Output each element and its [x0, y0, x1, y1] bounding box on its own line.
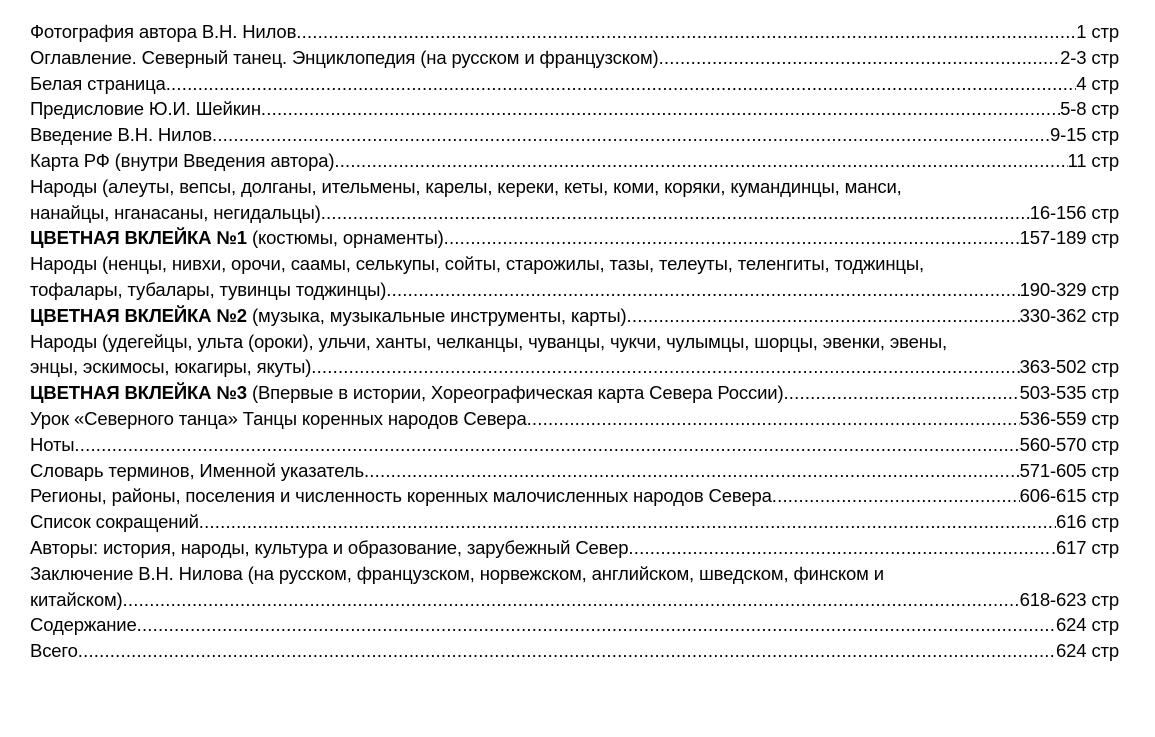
toc-entry: [30, 432, 1119, 458]
toc-entry-page: 363-502 стр: [1019, 356, 1119, 378]
toc-entry-line: [30, 406, 1119, 432]
toc-entry-title: [30, 612, 137, 638]
toc-entry: [30, 380, 1119, 406]
dot-leader: [628, 535, 1051, 561]
toc-entry-line: [30, 200, 1119, 226]
toc-entry-line: [30, 483, 1119, 509]
dot-leader: [659, 45, 1061, 71]
toc-entry: [30, 612, 1119, 638]
toc-entry: [30, 122, 1119, 148]
toc-entry-bold-label: ЦВЕТНАЯ ВКЛЕЙКА №1: [30, 227, 247, 249]
toc-entry-page: 4 стр: [1076, 72, 1119, 94]
toc-entry-page: 616 стр: [1056, 511, 1119, 533]
dot-leader: [261, 96, 1060, 122]
dot-leader: [123, 587, 1020, 613]
toc-entry: [30, 458, 1119, 484]
toc-entry-line: [30, 71, 1119, 97]
toc-entry-page: 2-3 стр: [1060, 46, 1119, 68]
toc-entry-page: 571-605 стр: [1019, 459, 1119, 481]
toc-entry-title-text: нанайцы, нганасаны, негидальцы): [30, 201, 321, 223]
toc-entry-first-line: Заключение В.Н. Нилова (на русском, французском, норвежском, английском, шведском, финском и: [30, 562, 884, 584]
toc-entry-title-text: китайском): [30, 588, 123, 610]
table-of-contents: [30, 19, 1119, 664]
toc-entry-title: [30, 509, 199, 535]
toc-entry: [30, 535, 1119, 561]
toc-entry-title: [30, 148, 334, 174]
toc-entry: [30, 225, 1119, 251]
toc-entry-title: [30, 303, 627, 329]
dot-leader: [296, 19, 1076, 45]
toc-entry-line: [30, 638, 1119, 664]
toc-entry-page: 1 стр: [1076, 21, 1119, 42]
toc-entry-page: 157-189 стр: [1019, 227, 1119, 249]
toc-entry-line: [30, 303, 1119, 329]
toc-entry-title: [30, 432, 74, 458]
dot-leader: [74, 432, 1019, 458]
toc-entry-line: [30, 535, 1119, 561]
toc-entry-title: [30, 277, 386, 303]
dot-leader: [444, 225, 1020, 251]
dot-leader: [321, 200, 1030, 226]
toc-entry: [30, 96, 1119, 122]
toc-entry-bold-label: ЦВЕТНАЯ ВКЛЕЙКА №2: [30, 304, 247, 326]
toc-entry-title: [30, 122, 212, 148]
toc-entry-page: 190-329 стр: [1019, 278, 1119, 300]
toc-entry: [30, 561, 1119, 613]
toc-entry-title-text: Карта РФ (внутри Введения автора): [30, 149, 335, 171]
toc-entry-page: 11 стр: [1067, 149, 1119, 171]
toc-entry-page: 503-535 стр: [1019, 382, 1119, 404]
toc-entry-page: 536-559 стр: [1019, 407, 1119, 429]
toc-entry-title: [30, 406, 527, 432]
toc-entry-page: .617 стр: [1051, 536, 1119, 558]
toc-entry-title-text: тофалары, тубалары, тувинцы тоджинцы): [30, 278, 387, 300]
toc-entry-title-text: Список сокращений: [30, 511, 199, 533]
toc-entry: [30, 406, 1119, 432]
toc-entry-line: [30, 225, 1119, 251]
dot-leader: [311, 354, 1019, 380]
toc-entry: [30, 71, 1119, 97]
toc-entry-title: [30, 354, 311, 380]
toc-entry: [30, 148, 1119, 174]
toc-entry-page: 9-15 стр: [1050, 124, 1119, 146]
dot-leader: [166, 71, 1077, 97]
toc-entry-page: 624 стр: [1056, 614, 1119, 636]
dot-leader: [334, 148, 1067, 174]
toc-entry-line: [30, 380, 1119, 406]
toc-entry-title-text: (Впервые в истории, Хореографическая карта Севера России): [246, 382, 784, 404]
toc-entry-page: 624 стр: [1056, 640, 1119, 662]
dot-leader: [386, 277, 1019, 303]
toc-entry-title-text: Предисловие Ю.И. Шейкин: [30, 98, 261, 120]
toc-entry: [30, 483, 1119, 509]
toc-entry-page: 16-156 стр: [1029, 201, 1119, 223]
toc-entry-title-text: Содержание: [30, 614, 137, 636]
dot-leader: [783, 380, 1019, 406]
dot-leader: [78, 638, 1056, 664]
toc-entry-title-text: Оглавление. Северный танец. Энциклопедия (на русском и французском): [30, 46, 659, 68]
toc-entry-page: 606-615 стр: [1019, 485, 1119, 507]
toc-entry-first-line: Народы (удегейцы, ульта (ороки), ульчи, ханты, челканцы, чуванцы, чукчи, чулымцы, шорцы, эвенки, эвены,: [30, 330, 947, 352]
toc-entry-title-text: Ноты: [30, 433, 75, 455]
toc-entry: [30, 329, 1119, 381]
toc-entry: [30, 45, 1119, 71]
toc-entry-title-text: Урок «Северного танца» Танцы коренных народов Севера: [30, 407, 527, 429]
toc-entry-page: 5-8 стр: [1060, 98, 1119, 120]
toc-entry: [30, 251, 1119, 303]
toc-entry-title-text: Всего: [30, 640, 78, 662]
toc-entry-line: [30, 587, 1119, 613]
toc-entry: [30, 174, 1119, 226]
toc-entry-title: [30, 380, 783, 406]
toc-entry-title-text: Введение В.Н. Нилов: [30, 124, 212, 146]
toc-entry-line: [30, 122, 1119, 148]
toc-entry-title-text: энцы, эскимосы, юкагиры, якуты): [30, 356, 312, 378]
toc-entry-bold-label: ЦВЕТНАЯ ВКЛЕЙКА №3: [30, 382, 247, 404]
toc-entry-title: [30, 19, 296, 45]
toc-entry-line: [30, 509, 1119, 535]
dot-leader: [364, 458, 1020, 484]
toc-entry-line: [30, 458, 1119, 484]
toc-entry-title-text: Белая страница: [30, 72, 166, 94]
toc-entry-title-text: Фотография автора В.Н. Нилов: [30, 21, 297, 42]
toc-entry-page: 330-362 стр: [1019, 304, 1119, 326]
toc-entry: [30, 303, 1119, 329]
toc-entry-title-text: Регионы, районы, поселения и численность коренных малочисленных народов Севера: [30, 485, 772, 507]
toc-entry-line: [30, 148, 1119, 174]
toc-entry-title-text: (костюмы, орнаменты): [246, 227, 444, 249]
toc-entry-line: [30, 612, 1119, 638]
toc-entry-title: [30, 587, 123, 613]
toc-entry: [30, 19, 1119, 45]
toc-entry-line: [30, 277, 1119, 303]
toc-entry-title-text: Авторы: история, народы, культура и образование, зарубежный Север: [30, 536, 629, 558]
toc-entry-title: [30, 71, 166, 97]
dot-leader: [137, 612, 1056, 638]
toc-entry-line: [30, 45, 1119, 71]
toc-entry-first-line: Народы (алеуты, вепсы, долганы, ительмены, карелы, кереки, кеты, коми, коряки, кумандинцы, манси,: [30, 175, 902, 197]
toc-entry-first-line: Народы (ненцы, нивхи, орочи, саамы, селькупы, сойты, старожилы, тазы, телеуты, теленгиты, тоджинцы,: [30, 253, 925, 275]
toc-entry: [30, 638, 1119, 664]
toc-entry-line: [30, 432, 1119, 458]
dot-leader: [199, 509, 1056, 535]
toc-entry-line: [30, 96, 1119, 122]
toc-entry-page: 560-570 стр: [1019, 433, 1119, 455]
dot-leader: [772, 483, 1020, 509]
toc-entry-title-text: (музыка, музыкальные инструменты, карты): [246, 304, 627, 326]
toc-entry-title: [30, 483, 772, 509]
toc-entry-title-text: Словарь терминов, Именной указатель: [30, 459, 364, 481]
dot-leader: [212, 122, 1050, 148]
dot-leader: [627, 303, 1020, 329]
toc-entry-title: [30, 200, 321, 226]
toc-entry-line: [30, 19, 1119, 45]
dot-leader: [527, 406, 1020, 432]
toc-entry-title: [30, 458, 364, 484]
toc-entry-title: [30, 96, 261, 122]
toc-entry: [30, 509, 1119, 535]
toc-entry-title: [30, 45, 659, 71]
toc-entry-line: [30, 354, 1119, 380]
toc-entry-title: [30, 225, 444, 251]
toc-entry-page: 618-623 стр: [1019, 588, 1119, 610]
toc-entry-title: [30, 535, 628, 561]
toc-entry-title: [30, 638, 78, 664]
